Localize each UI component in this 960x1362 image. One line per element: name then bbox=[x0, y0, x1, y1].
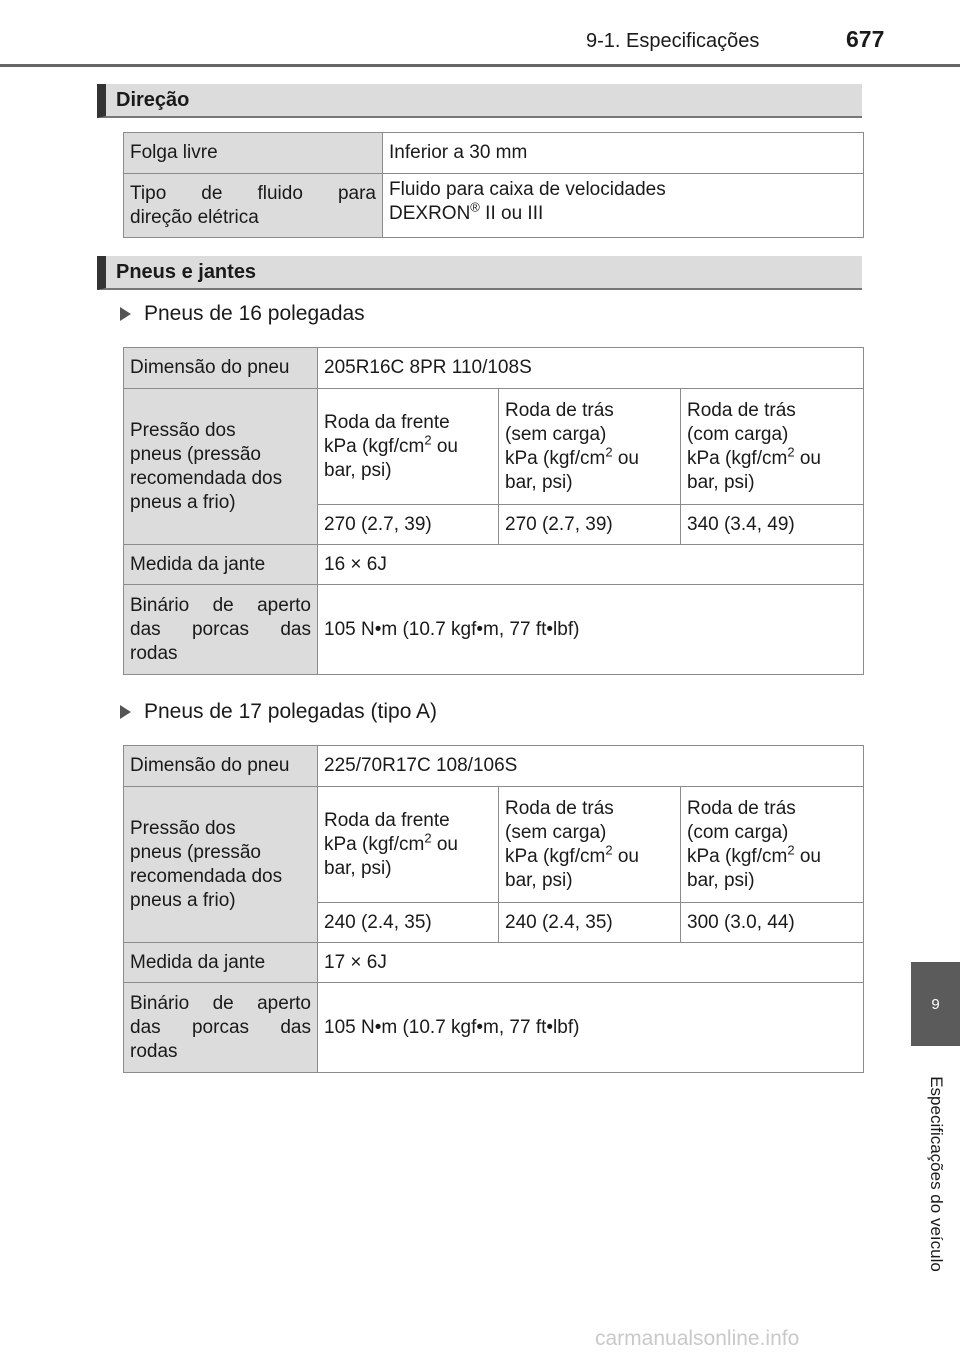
arrow-right-icon bbox=[120, 307, 131, 321]
fluid-type-value: Fluido para caixa de velocidades DEXRON® II ou III bbox=[383, 174, 864, 238]
rim-size-label: Medida da jante bbox=[124, 943, 318, 983]
pressure-rear-loaded-value: 340 (3.4, 49) bbox=[681, 505, 864, 545]
table-row bbox=[124, 983, 864, 1073]
subsection-bullet: Pneus de 17 polegadas (tipo A) bbox=[120, 700, 437, 724]
rear-wheel-unloaded-header: Roda de trás (sem carga) kPa ($kgf/cm^2$ ou bar, psi) bbox=[499, 787, 681, 903]
header-divider bbox=[0, 64, 960, 67]
pressure-rear-unloaded-value: 240 (2.4, 35) bbox=[499, 903, 681, 943]
steering-table bbox=[123, 132, 864, 238]
torque-label: Binário de aperto das porcas das rodas bbox=[124, 983, 318, 1073]
section-title: 9-1. Especificações bbox=[586, 30, 760, 52]
rim-size-label: Medida da jante bbox=[124, 545, 318, 585]
tire-table-16 bbox=[123, 347, 864, 675]
front-wheel-header: Roda da frente kPa ($kgf/cm^2$ ou bar, psi) bbox=[318, 389, 499, 505]
table-row bbox=[124, 348, 864, 389]
front-wheel-header: Roda da frente kPa ($kgf/cm^2$ ou bar, psi) bbox=[318, 787, 499, 903]
torque-value: 105 N•m (10.7 kgf•m, 77 ft•lbf) bbox=[318, 983, 864, 1073]
free-play-label: Folga livre bbox=[124, 133, 383, 174]
pressure-label: Pressão dos pneus (pressão recomendada dos pneus a frio) bbox=[124, 787, 318, 943]
tire-size-label: Dimensão do pneu bbox=[124, 348, 318, 389]
chapter-label: Especificações do veículo bbox=[926, 1076, 946, 1272]
torque-label: Binário de aperto das porcas das rodas bbox=[124, 585, 318, 675]
free-play-value: Inferior a 30 mm bbox=[383, 133, 864, 174]
rear-wheel-loaded-header: Roda de trás (com carga) kPa ($kgf/cm^2$ ou bar, psi) bbox=[681, 389, 864, 505]
section-heading-pneus bbox=[97, 256, 862, 290]
pressure-rear-unloaded-value: 270 (2.7, 39) bbox=[499, 505, 681, 545]
tire-table-17 bbox=[123, 745, 864, 1073]
tire-size-label: Dimensão do pneu bbox=[124, 746, 318, 787]
table-row bbox=[124, 943, 864, 983]
watermark: carmanualsonline.info bbox=[595, 1327, 800, 1350]
rim-size-value: 16 × 6J bbox=[318, 545, 864, 585]
chapter-number: 9 bbox=[931, 995, 940, 1013]
rear-wheel-loaded-header: Roda de trás (com carga) kPa ($kgf/cm^2$ ou bar, psi) bbox=[681, 787, 864, 903]
chapter-side-label bbox=[911, 1048, 960, 1300]
tire-size-value: 225/70R17C 108/106S bbox=[318, 746, 864, 787]
heading-text: Direção bbox=[116, 89, 190, 111]
torque-value: 105 N•m (10.7 kgf•m, 77 ft•lbf) bbox=[318, 585, 864, 675]
table-row bbox=[124, 389, 864, 505]
arrow-right-icon bbox=[120, 705, 131, 719]
rear-wheel-unloaded-header: Roda de trás (sem carga) kPa ($kgf/cm^2$ ou bar, psi) bbox=[499, 389, 681, 505]
table-row bbox=[124, 133, 864, 174]
pressure-front-value: 270 (2.7, 39) bbox=[318, 505, 499, 545]
section-heading-direcao bbox=[97, 84, 862, 118]
tire-size-value: 205R16C 8PR 110/108S bbox=[318, 348, 864, 389]
fluid-type-label: Tipo de fluido para direção elétrica bbox=[124, 174, 383, 238]
page-number: 677 bbox=[846, 26, 885, 52]
table-row bbox=[124, 787, 864, 903]
table-row bbox=[124, 585, 864, 675]
pressure-label: Pressão dos pneus (pressão recomendada dos pneus a frio) bbox=[124, 389, 318, 545]
pressure-rear-loaded-value: 300 (3.0, 44) bbox=[681, 903, 864, 943]
table-row bbox=[124, 545, 864, 585]
table-row bbox=[124, 174, 864, 238]
subsection-bullet: Pneus de 16 polegadas bbox=[120, 302, 365, 326]
heading-text: Pneus e jantes bbox=[116, 261, 257, 283]
pressure-front-value: 240 (2.4, 35) bbox=[318, 903, 499, 943]
table-row bbox=[124, 746, 864, 787]
chapter-tab[interactable] bbox=[911, 962, 960, 1046]
rim-size-value: 17 × 6J bbox=[318, 943, 864, 983]
